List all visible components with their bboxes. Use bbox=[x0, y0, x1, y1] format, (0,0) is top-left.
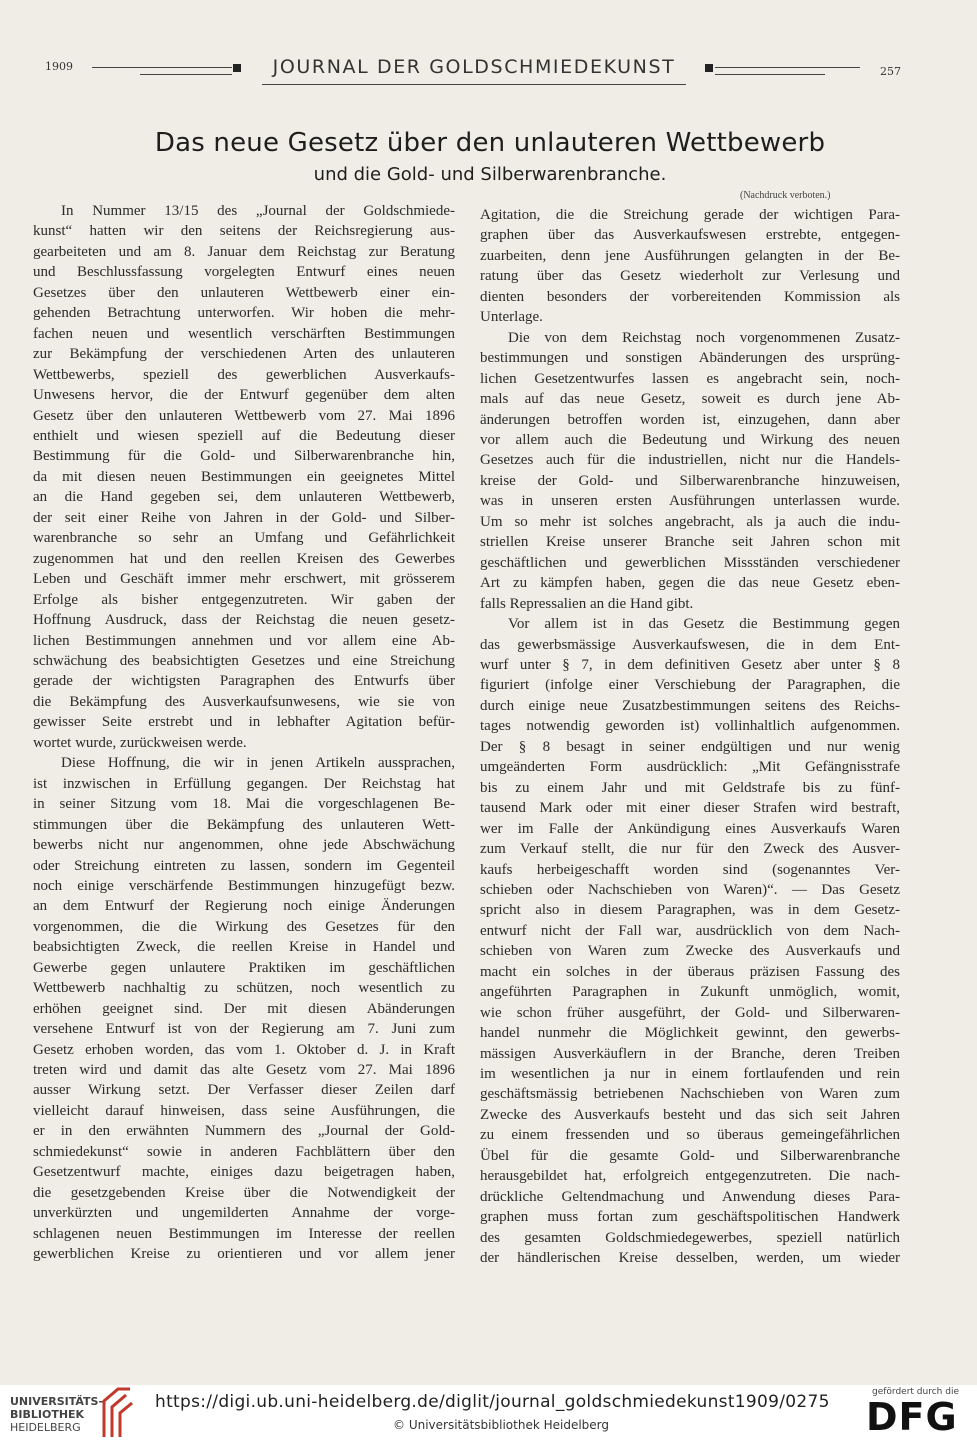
text-line: und Beschlussfassung vorgelegten Entwurf eines neuen bbox=[33, 264, 455, 281]
text-line: mals auf das neue Gesetz, soweit es durch jene Ab- bbox=[480, 391, 900, 408]
text-line: ausser Wirkung setzt. Der Verfasser dieser Zeilen darf bbox=[33, 1082, 455, 1099]
text-line: bewerbs nicht nur angenommen, ohne jede Abschwächung bbox=[33, 837, 455, 854]
text-line: die gesetzgebenden Kreise über die Notwendigkeit der bbox=[33, 1184, 455, 1201]
text-line: durch einige neue Zusatzbestimmungen seitens des Reichs- bbox=[480, 697, 900, 714]
text-line: drückliche Geltendmachung und Anwendung dieses Para- bbox=[480, 1188, 900, 1205]
dfg-logo: DFG bbox=[866, 1395, 958, 1439]
text-line: ratung über das Gesetz wiederholt zur Verlesung und bbox=[480, 268, 900, 285]
text-line: da mit diesen neuen Bestimmungen ein geeignetes Mittel bbox=[33, 468, 455, 485]
text-line: tages notwendig geworden ist) vollinhaltlich aufgenommen. bbox=[480, 718, 900, 735]
text-line: vielleicht darauf hinweisen, dass seine Ausführungen, die bbox=[33, 1102, 455, 1119]
text-line: versehene Entwurf ist von der Regierung am 7. Juni zum bbox=[33, 1021, 455, 1038]
text-line: wer im Falle der Ankündigung eines Ausverkaufs Waren bbox=[480, 820, 900, 837]
text-line: das gewerbsmässige Ausverkaufswesen, die in dem Ent- bbox=[480, 636, 900, 653]
text-line: oder Streichung eintreten zu lassen, sondern im Gegenteil bbox=[33, 857, 455, 874]
copyright-notice: © Universitätsbibliothek Heidelberg bbox=[393, 1418, 610, 1432]
article-title: Das neue Gesetz über den unlauteren Wettbewerb bbox=[154, 128, 826, 158]
text-line: Leben und Geschäft immer mehr erschwert, mit grösserem bbox=[33, 571, 455, 588]
text-line: änderungen betroffen worden ist, einzugehen, dann aber bbox=[480, 411, 900, 428]
text-line: Übel für die gesamte Gold- und Silberwarenbranche bbox=[480, 1147, 900, 1164]
text-line: erhöhen geeignet sind. Der mit diesen Abänderungen bbox=[33, 1000, 455, 1017]
text-line: spricht also in diesem Paragraphen, was in dem Gesetz- bbox=[480, 902, 900, 919]
text-line: schlagenen neuen Bestimmungen im Interesse der reellen bbox=[33, 1225, 455, 1242]
text-line: Gesetzentwurf machte, einiges dazu beigetragen haben, bbox=[33, 1164, 455, 1181]
text-line: wurf unter § 7, in dem definitiven Gesetz aber unter § 8 bbox=[480, 656, 900, 673]
text-line: Gesetz erhoben worden, das vom 1. Oktober d. J. in Kraft bbox=[33, 1041, 455, 1058]
text-line: schieben oder Nachschieben von Waren)“. — Das Gesetz bbox=[480, 881, 900, 898]
text-line: umgeänderten Form ausdrücklich: „Mit Gefängnisstrafe bbox=[480, 759, 900, 776]
text-line: falls Repressalien an die Hand gibt. bbox=[480, 595, 694, 612]
text-line: noch einige verschärfende Bestimmungen hinzugefügt bezw. bbox=[33, 877, 455, 894]
text-line: Agitation, die die Streichung gerade der wichtigen Para- bbox=[480, 207, 900, 223]
text-line: macht ein solches in der überaus präzisen Fassung des bbox=[480, 963, 900, 980]
text-line: vorgenommen, die die Wirkung des Gesetzes für den bbox=[33, 918, 455, 935]
text-line: treten wird und damit das alte Gesetz vom 27. Mai 1896 bbox=[33, 1062, 455, 1079]
running-head bbox=[0, 54, 977, 94]
text-line: Gewerbe gegen unlautere Praktiken im geschäftlichen bbox=[33, 959, 455, 976]
text-line: kaufs herbeigeschafft worden sind (sogenanntes Ver- bbox=[480, 861, 900, 878]
university-library-logo bbox=[10, 1395, 105, 1434]
text-line: fachen neuen und wesentlich verschärften Bestimmungen bbox=[33, 325, 455, 342]
text-line: Art zu kämpfen haben, gegen die das neue Gesetz eben- bbox=[480, 575, 900, 592]
text-line: wortet wurde, zurückweisen werde. bbox=[33, 734, 247, 751]
journal-title: JOURNAL DER GOLDSCHMIEDEKUNST bbox=[272, 56, 676, 78]
text-line: schieben von Waren zum Zwecke des Ausverkaufs und bbox=[480, 943, 900, 960]
logo-line-2: BIBLIOTHEK bbox=[10, 1408, 85, 1421]
text-line: was in unseren ersten Ausführungen unterlassen wurde. bbox=[480, 493, 900, 510]
logo-line-1: UNIVERSITÄTS- bbox=[10, 1395, 104, 1408]
text-line: wie schon früher ausgeführt, der Gold- und Silberwaren- bbox=[480, 1004, 900, 1021]
logo-line-3: HEIDELBERG bbox=[10, 1421, 81, 1434]
text-line: tausend Mark oder mit einer dieser Strafen wird bestraft, bbox=[480, 800, 900, 817]
text-line: gearbeiteten und am 8. Januar dem Reichstag zur Beratung bbox=[33, 243, 455, 260]
text-line: enthielt und wiesen speziell auf die Bedeutung dieser bbox=[33, 427, 455, 444]
text-line: im wesentlichen ja nur in einem fortlaufenden und rein bbox=[480, 1066, 900, 1083]
text-line: Gesetz über den unlauteren Wettbewerb vom 27. Mai 1896 bbox=[33, 407, 455, 424]
text-line: Zwecke des Ausverkaufs besteht und das sich seit Jahren bbox=[480, 1106, 900, 1123]
text-line: warenbranche so sehr an Umfang und Gefährlichkeit bbox=[33, 530, 455, 547]
footer-bar bbox=[0, 1385, 977, 1444]
funding-label: gefördert durch die bbox=[872, 1387, 959, 1397]
text-line: herausgebildet hat, erfolgreich entgegenzutreten. Die nach- bbox=[480, 1168, 900, 1185]
text-line: der seit einer Reihe von Jahren in der Gold- und Silber- bbox=[33, 509, 455, 526]
text-line: beabsichtigten Zweck, die reellen Kreise in Handel und bbox=[33, 939, 455, 956]
text-line: Vor allem ist in das Gesetz die Bestimmung gegen bbox=[508, 616, 900, 633]
text-line: Unwesens hervor, die der Entwurf gegenüber dem alten bbox=[33, 387, 455, 404]
text-line: lichen Gesetzentwurfes lassen es angebracht sein, noch- bbox=[480, 370, 900, 387]
head-rule-left-bottom bbox=[140, 74, 232, 75]
text-line: Wettbewerbs, speziell des gewerblichen Ausverkaufs- bbox=[33, 366, 455, 383]
head-rule-right-bottom bbox=[715, 74, 825, 75]
text-line: Wettbewerb nachhaltig zu schützen, noch wesentlich zu bbox=[33, 980, 455, 997]
text-line: gewerblichen Kreise zu orientieren und vor allem jener bbox=[33, 1246, 455, 1263]
text-column-right bbox=[480, 205, 900, 1269]
text-line: der händlerischen Kreise desselben, werden, um wieder bbox=[480, 1250, 900, 1267]
reprint-notice: (Nachdruck verboten.) bbox=[740, 190, 831, 201]
text-line: gehenden Betrachtung unterworfen. Wir hoben die mehr- bbox=[33, 305, 455, 322]
text-line: zuarbeiten, denn jene Ausführungen gelangten in der Be- bbox=[480, 247, 900, 264]
text-line: figuriert (infolge einer Verschiebung der Paragraphen, die bbox=[480, 677, 900, 694]
text-line: Bestimmung für die Gold- und Silberwarenbranche hin, bbox=[33, 448, 455, 465]
text-line: des gesamten Goldschmiedegewerbes, speziell natürlich bbox=[480, 1229, 900, 1246]
library-mark-icon bbox=[100, 1387, 136, 1439]
text-line: unverkürzten und ungemilderten Annahme der vorge- bbox=[33, 1205, 455, 1222]
text-line: Gesetzes über den unlauteren Wettbewerb einer ein- bbox=[33, 284, 455, 301]
text-line: die Bekämpfung des Ausverkaufsunwesens, wie sie von bbox=[33, 693, 455, 710]
text-line: stimmungen über die Bekämpfung des unlauteren Wett- bbox=[33, 816, 455, 833]
text-line: geschäftlichen und gewerblichen Missständen verschiedener bbox=[480, 554, 900, 571]
head-rule-under-title bbox=[262, 84, 686, 85]
text-line: dienten besonders der vorbereitenden Kommission als bbox=[480, 288, 900, 305]
text-line: graphen über das Ausverkaufswesen erstrebte, entgegen- bbox=[480, 227, 900, 244]
page-number: 257 bbox=[880, 65, 901, 78]
text-line: er in den erwähnten Nummern des „Journal der Gold- bbox=[33, 1123, 455, 1140]
text-line: geschäftsmässig betriebenen Nachschieben von Waren zum bbox=[480, 1086, 900, 1103]
text-line: Unterlage. bbox=[480, 309, 543, 326]
text-line: bis zu einem Jahr und mit Geldstrafe bis zu fünf- bbox=[480, 779, 900, 796]
text-line: gewisser Seite erstrebt und in lebhafter Agitation befür- bbox=[33, 714, 455, 731]
text-line: bestimmungen und sonstigen Abänderungen des ursprüng- bbox=[480, 350, 900, 367]
text-line: striellen Kreise unserer Branche seit Jahren schon mit bbox=[480, 534, 900, 551]
page-year: 1909 bbox=[45, 60, 73, 73]
text-line: graphen muss fortan zum geschäftspolitischen Handwerk bbox=[480, 1209, 900, 1226]
head-rule-right-top bbox=[715, 67, 860, 68]
text-line: Erfolge als bisher entgegenzutreten. Wir gaben der bbox=[33, 591, 455, 608]
text-line: ist inzwischen in Erfüllung gegangen. Der Reichstag hat bbox=[33, 775, 455, 792]
text-line: handel nunmehr die Möglichkeit gewinnt, den gewerbs- bbox=[480, 1025, 900, 1042]
text-line: Hoffnung Ausdruck, dass der Reichstag die neuen gesetz- bbox=[33, 612, 455, 629]
text-line: schmiedekunst“ sowie in anderen Fachblättern über den bbox=[33, 1143, 455, 1160]
permalink-url[interactable]: https://digi.ub.uni-heidelberg.de/diglit/journal_goldschmiedekunst1909/0275 bbox=[155, 1392, 830, 1412]
text-line: vor allem auch die Bedeutung und Wirkung des neuen bbox=[480, 431, 900, 448]
head-rule-left-top bbox=[92, 67, 232, 68]
text-line: Gesetzes auch für die industriellen, nicht nur die Handels- bbox=[480, 452, 900, 469]
text-line: schwächung des beabsichtigten Gesetzes und eine Streichung bbox=[33, 652, 455, 669]
ornament-right-icon bbox=[705, 64, 713, 72]
text-line: mässigen Ausverkäuflern in der Branche, deren Treiben bbox=[480, 1045, 900, 1062]
text-line: zugenommen hat und den reellen Kreisen des Gewerbes bbox=[33, 550, 455, 567]
text-line: Diese Hoffnung, die wir in jenen Artikeln aussprachen, bbox=[61, 755, 455, 772]
article-subtitle: und die Gold- und Silberwarenbranche. bbox=[313, 164, 667, 185]
text-line: lichen Bestimmungen annehmen und vor allem eine Ab- bbox=[33, 632, 455, 649]
ornament-left-icon bbox=[233, 64, 241, 72]
text-line: an die Hand gegeben sei, dem unlauteren Wettbewerb, bbox=[33, 489, 455, 506]
text-line: Um so mehr ist solches angebracht, als ja auch die indu- bbox=[480, 513, 900, 530]
text-line: an dem Entwurf der Regierung noch einige Änderungen bbox=[33, 898, 455, 915]
text-line: angeführten Paragraphen in Zukunft unmöglich, womit, bbox=[480, 984, 900, 1001]
text-line: zur Bekämpfung der verschiedenen Arten des unlauteren bbox=[33, 346, 455, 363]
text-line: kunst“ hatten wir den seitens der Reichsregierung aus- bbox=[33, 223, 455, 240]
text-line: Der § 8 besagt in seiner endgültigen und nur wenig bbox=[480, 738, 900, 755]
text-line: In Nummer 13/15 des „Journal der Goldschmiede- bbox=[61, 203, 455, 219]
text-line: Die von dem Reichstag noch vorgenommenen Zusatz- bbox=[508, 329, 900, 346]
text-line: zum Verkauf stellt, die nur für den Zweck des Ausver- bbox=[480, 841, 900, 858]
text-line: kreise der Gold- und Silberwarenbranche hinzuweisen, bbox=[480, 472, 900, 489]
text-line: entwurf nicht der Fall war, ausdrücklich von dem Nach- bbox=[480, 922, 900, 939]
text-line: zu einem fressenden und so überaus gemeingefährlichen bbox=[480, 1127, 900, 1144]
text-line: in seiner Sitzung vom 18. Mai die vorgeschlagenen Be- bbox=[33, 796, 455, 813]
text-line: gerade der wichtigsten Paragraphen des Entwurfs über bbox=[33, 673, 455, 690]
text-column-left bbox=[33, 201, 455, 1265]
